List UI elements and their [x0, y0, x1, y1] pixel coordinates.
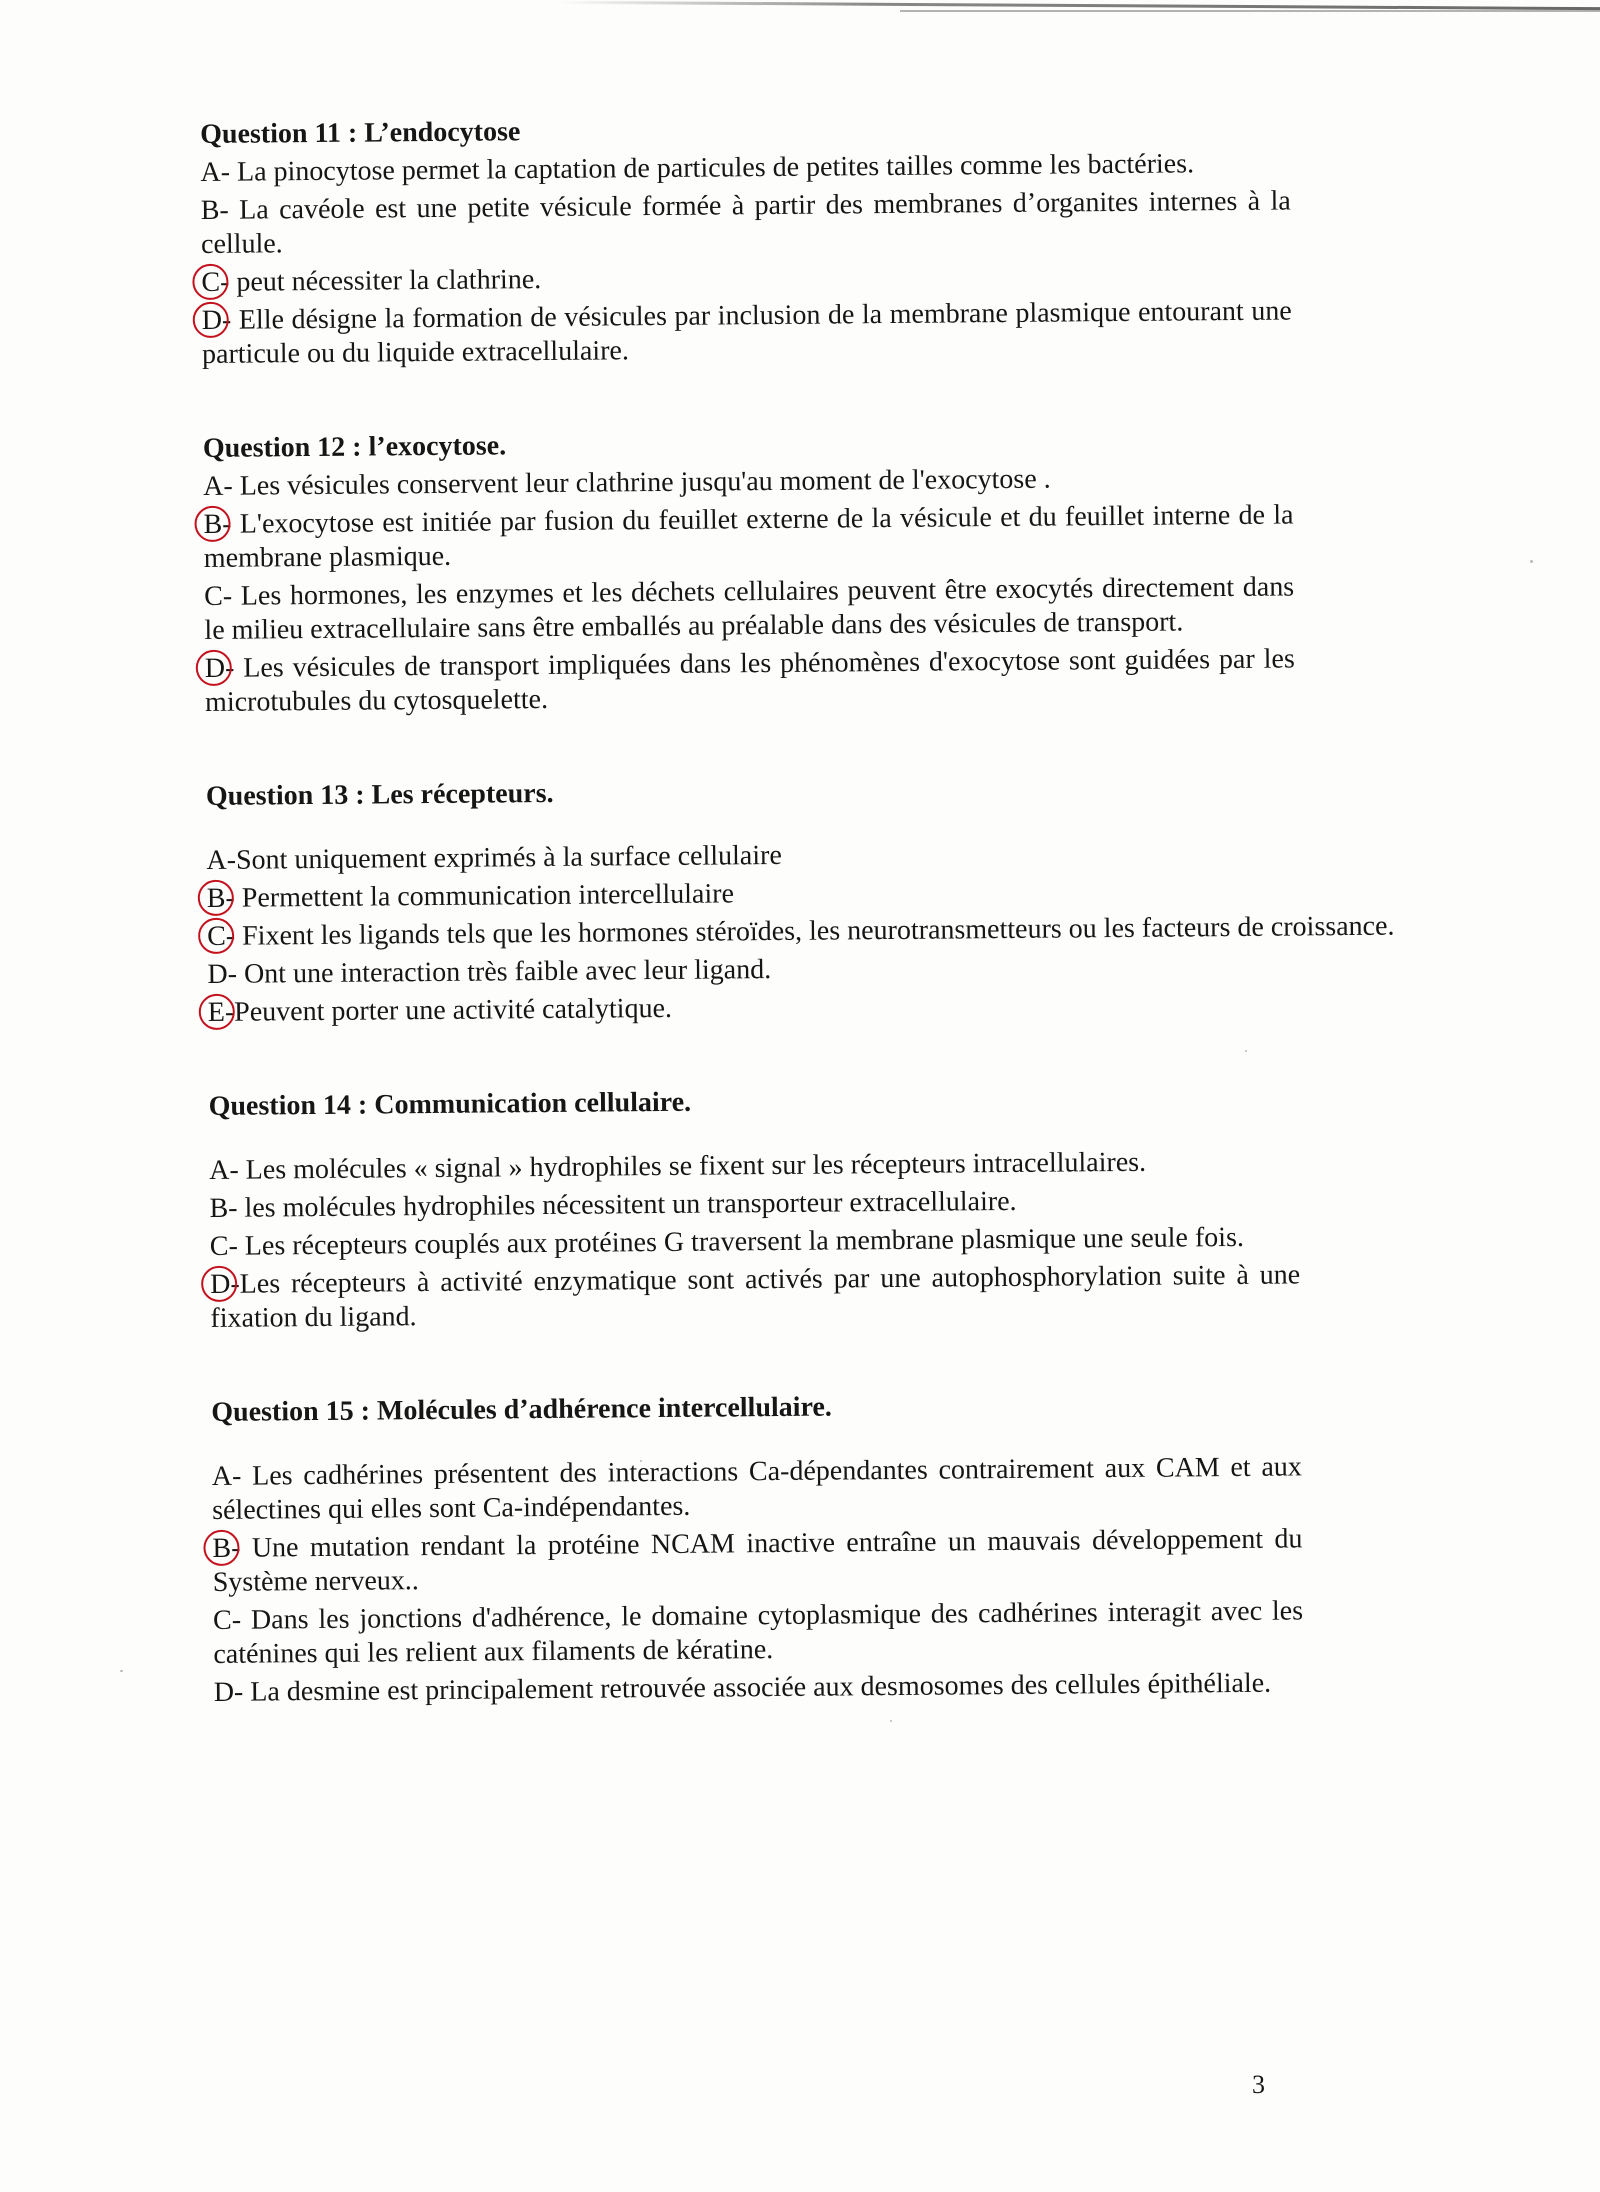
- answer-option: B- les molécules hydrophiles nécessitent un transporteur extracellulaire.: [209, 1185, 1017, 1224]
- answer-option-selected: D- Les vésicules de transport impliquées dans les phénomènes d'exocytose sont guidées par les microtubules du cytosquelette.: [205, 642, 1296, 720]
- answer-option: B- La cavéole est une petite vésicule formée à partir des membranes d’organites internes à la cellule.: [200, 185, 1291, 260]
- question-12: [203, 422, 1305, 720]
- scan-speck: [890, 1720, 892, 1722]
- answer-option-selected: B- L'exocytose est initiée par fusion du feuillet externe de la vésicule et du feuillet interne de la membrane plasmique.: [203, 498, 1294, 576]
- question-title: Question 12 : l’exocytose.: [202, 430, 507, 464]
- answer-option: C- Dans les jonctions d'adhérence, le domaine cytoplasmique des cadhérines interagit avec les caténines qui les relient aux filaments de kératine.: [212, 1595, 1304, 1670]
- answer-option: C- Les récepteurs couplés aux protéines G traversent la membrane plasmique une seule fois.: [209, 1221, 1245, 1262]
- question-13: [205, 770, 1395, 1030]
- question-title: Question 15 : Molécules d’adhérence intercellulaire.: [211, 1391, 833, 1428]
- question-title: Question 13 : Les récepteurs.: [205, 777, 554, 812]
- question-title: Question 11 : L’endocytose: [200, 116, 521, 150]
- answer-option: A- La pinocytose permet la captation de particules de petites tailles comme les bactéries.: [200, 148, 1195, 188]
- answer-option: A- Les molécules « signal » hydrophiles se fixent sur les récepteurs intracellulaires.: [209, 1146, 1147, 1186]
- scan-edge-artifact: [560, 1, 1600, 10]
- question-title: Question 14 : Communication cellulaire.: [208, 1086, 692, 1122]
- question-11: [200, 108, 1302, 372]
- answer-option: C- Les hormones, les enzymes et les déchets cellulaires peuvent être exocytés directement dans le milieu extracellulaire sans être emballés au préalable dans des vésicules de transport.: [204, 571, 1295, 646]
- answer-option-selected: B- Une mutation rendant la protéine NCAM inactive entraîne un mauvais développement du Système nerveux..: [212, 1522, 1303, 1600]
- scan-speck: [1245, 1050, 1247, 1052]
- scan-edge-artifact: [900, 10, 1600, 12]
- page-number: 3: [1252, 2070, 1265, 2099]
- exam-page: [200, 108, 1395, 1770]
- answer-option: D- La desmine est principalement retrouvée associée aux desmosomes des cellules épithéliale.: [213, 1667, 1272, 1708]
- question-14: [208, 1080, 1310, 1336]
- answer-option-selected: C- Fixent les ligands tels que les hormones stéroïdes, les neurotransmetteurs ou les facteurs de croissance.: [207, 910, 1397, 954]
- scan-speck: [1530, 560, 1533, 563]
- question-15: [211, 1386, 1314, 1710]
- answer-option-selected: D-Les récepteurs à activité enzymatique sont activés par une autophosphorylation suite à une fixation du ligand.: [210, 1258, 1301, 1336]
- answer-option: A- Les vésicules conservent leur clathrine jusqu'au moment de l'exocytose .: [203, 463, 1051, 502]
- answer-option-selected: E-Peuvent porter une activité catalytique.: [208, 986, 1298, 1030]
- answer-option: D- Ont une interaction très faible avec leur ligand.: [207, 954, 772, 990]
- answer-option: A-Sont uniquement exprimés à la surface cellulaire: [206, 839, 782, 876]
- answer-option-selected: B- Permettent la communication intercellulaire: [207, 872, 1297, 916]
- answer-option-selected: D- Elle désigne la formation de vésicules par inclusion de la membrane plasmique entourant une particule ou du liquide extracellulaire.: [202, 294, 1293, 372]
- answer-option: A- Les cadhérines présentent des interactions Ca-dépendantes contrairement aux CAM et aux sélectines qui elles sont Ca-indépendantes.: [211, 1451, 1302, 1526]
- scan-speck: [120, 1670, 123, 1672]
- scan-speck: [640, 1460, 642, 1462]
- answer-option-selected: C- peut nécessiter la clathrine.: [201, 256, 1291, 300]
